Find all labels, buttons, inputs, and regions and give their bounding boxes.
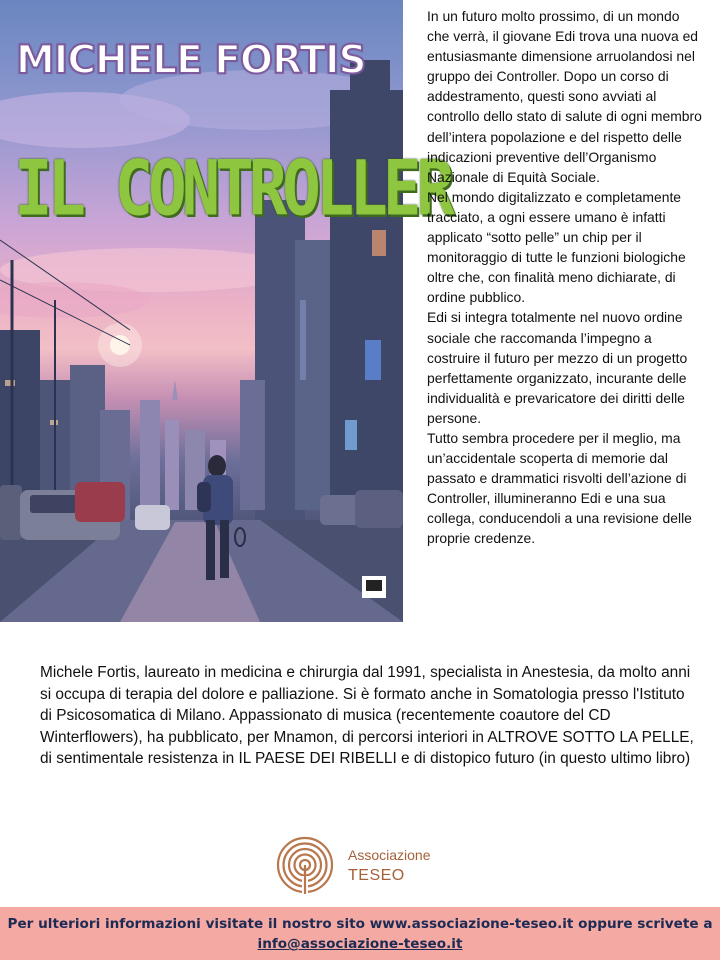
author-bio: Michele Fortis, laureato in medicina e chirurgia dal 1991, specialista in Anestesia, da molto anni si occupa di terapia del dolore e palliazione. Si è formato anche in Somatologia presso l'Istituto di Psicosomatica di Milano. Appassionato di musica (recentemente coautore del CD Winterflowers), ha pubblicato, per Mnamon, di percorsi interiori in ALTROVE SOTTO LA PELLE, di sentimentale resistenza in IL PAESE DEI RIBELLI e di distopico futuro (in questo ultimo libro)	[40, 664, 694, 767]
labyrinth-icon	[270, 836, 340, 898]
cover-cityscape-illustration	[0, 0, 450, 622]
synopsis-paragraph: Nel mondo digitalizzato e completamente tracciato, a ogni essere umano è infatti applicato “sotto pelle” un chip per il monitoraggio di tutte le funzioni biologiche oltre che, con finalità meno dichiarate, di ordine pubblico.	[427, 188, 686, 306]
cover-book-title: IL CONTROLLER	[14, 146, 450, 234]
book-cover	[0, 0, 450, 622]
footer-info-text: Per ulteriori informazioni visitate il nostro sito www.associazione-teseo.it oppure scrivete a	[7, 916, 713, 932]
logo-text-teseo: TESEO	[348, 867, 405, 884]
cover-author-name: MICHELE FORTIS	[16, 38, 366, 83]
associazione-teseo-logo	[270, 836, 470, 898]
footer-email-link[interactable]: info@associazione-teseo.it	[257, 936, 463, 952]
synopsis-paragraph: Tutto sembra procedere per il meglio, ma un’accidentale scoperta di memorie dal passato e drammatici risvolti dell’azione di Controller, illumineranno Edi e una sua collega, conducendoli a una revisione delle proprie credenze.	[427, 429, 692, 547]
synopsis-paragraph: Edi si integra totalmente nel nuovo ordine sociale che raccomanda l’impegno a costruire il futuro per mezzo di un progetto perfettamente organizzato, incurante delle individualità e prevaricatore dei diritti delle persone.	[427, 309, 688, 426]
synopsis-paragraph: In un futuro molto prossimo, di un mondo che verrà, il giovane Edi trova una nuova ed entusiasmante dimensione arruolandosi nel gruppo dei Controller. Dopo un corso di addestramento, questi sono avviati al controllo dello stato di salute di ogni membro dell’intera popolazione e del rispetto delle indicazioni preventive dell’Organismo Nazionale di Equità Sociale.	[427, 8, 702, 185]
logo-text-associazione: Associazione	[348, 847, 431, 863]
contact-footer	[0, 907, 720, 960]
book-synopsis	[427, 6, 703, 549]
